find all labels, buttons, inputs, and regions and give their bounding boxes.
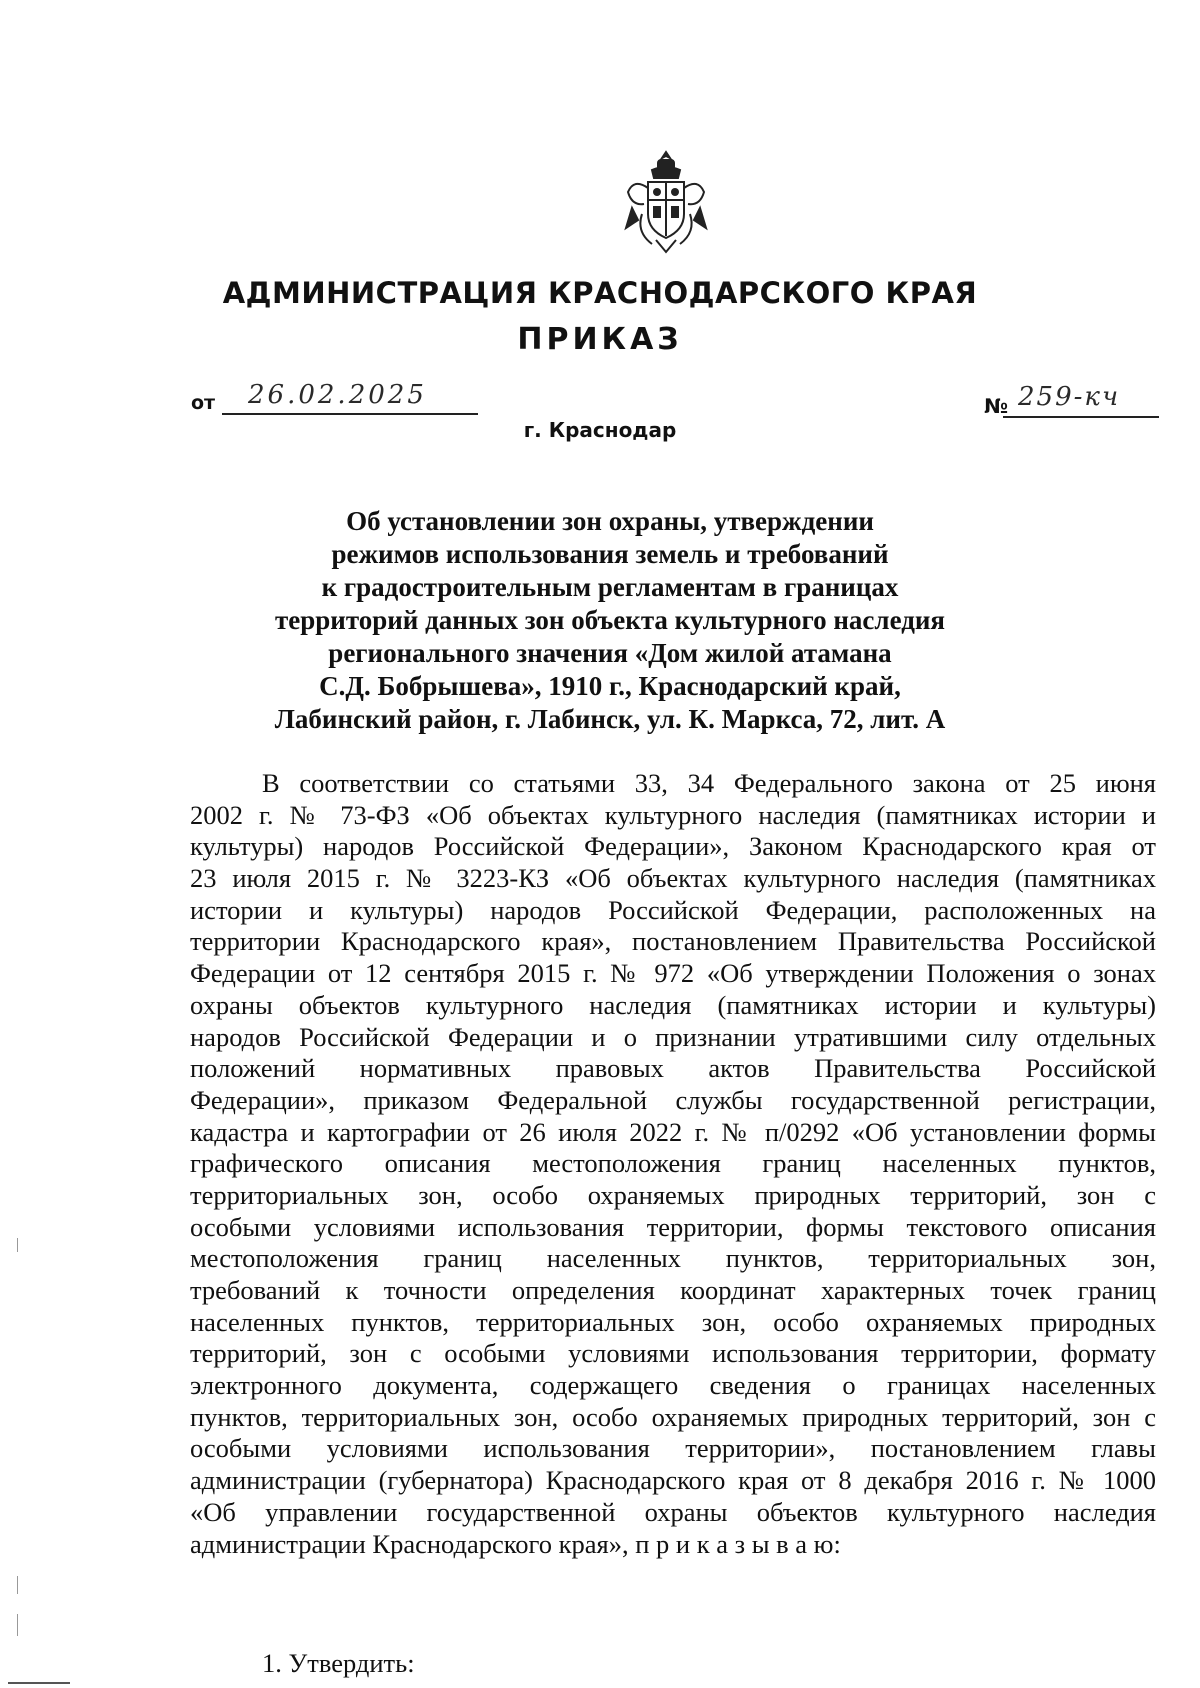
date-underline bbox=[222, 413, 478, 415]
body-line: требований к точности определения координат характерных точек границ bbox=[190, 1275, 1156, 1305]
body-line: кадастра и картографии от 26 июля 2022 г. № п/0292 «Об установлении формы bbox=[190, 1116, 1156, 1147]
scan-mark bbox=[17, 1238, 18, 1252]
title-line: Об установлении зон охраны, утверждении bbox=[346, 506, 874, 536]
scan-mark bbox=[17, 1614, 18, 1636]
handwritten-date: 26.02.2025 bbox=[248, 380, 427, 410]
title-line: режимов использования земель и требований bbox=[331, 539, 889, 569]
handwritten-number: 259-кч bbox=[1018, 382, 1121, 412]
body-line: В соответствии со статьями 33, 34 Федерального закона от 25 июня bbox=[262, 768, 1156, 798]
body-line: 23 июля 2015 г. № 3223-КЗ «Об объектах культурного наследия (памятниках bbox=[190, 863, 1156, 894]
body-line: истории и культуры) народов Российской Федерации, расположенных на bbox=[190, 894, 1156, 925]
body-line: администрации (губернатора) Краснодарского края от 8 декабря 2016 г. № 1000 bbox=[190, 1465, 1156, 1496]
body-line: электронного документа, содержащего сведения о границах населенных bbox=[190, 1370, 1156, 1401]
body-line: особыми условиями использования территории, формы текстового описания bbox=[190, 1211, 1156, 1242]
coat-of-arms-icon bbox=[622, 148, 710, 256]
number-label: № bbox=[984, 394, 1009, 418]
body-line: народов Российской Федерации и о признании утратившими силу отдельных bbox=[190, 1021, 1156, 1052]
scan-mark bbox=[17, 1576, 18, 1594]
title-line: С.Д. Бобрышева», 1910 г., Краснодарский край, bbox=[319, 671, 901, 701]
body-line: особыми условиями использования территории», постановлением главы bbox=[190, 1433, 1156, 1464]
body-line: графического описания местоположения границ населенных пунктов, bbox=[190, 1148, 1156, 1179]
scan-mark bbox=[8, 1682, 70, 1684]
body-line: культуры) народов Российской Федерации», Законом Краснодарского края от bbox=[190, 831, 1156, 862]
city: г. Краснодар bbox=[523, 418, 677, 442]
body-line: населенных пунктов, территориальных зон, особо охраняемых природных bbox=[190, 1306, 1156, 1337]
body-line: пунктов, территориальных зон, особо охраняемых природных территорий, зон с bbox=[190, 1401, 1156, 1432]
body-line: территориальных зон, особо охраняемых природных территорий, зон с bbox=[190, 1179, 1156, 1210]
body-line: 2002 г. № 73-ФЗ «Об объектах культурного наследия (памятниках истории и bbox=[190, 799, 1156, 830]
item-1: 1. Утвердить: bbox=[262, 1648, 415, 1678]
title-line: Лабинский район, г. Лабинск, ул. К. Маркса, 72, лит. А bbox=[274, 704, 946, 734]
title-line: к градостроительным регламентам в границах bbox=[321, 572, 899, 602]
title-line: регионального значения «Дом жилой атамана bbox=[328, 638, 892, 668]
preamble-paragraph bbox=[190, 768, 1156, 1560]
body-line: Федерации от 12 сентября 2015 г. № 972 «Об утверждении Положения о зонах bbox=[190, 958, 1156, 989]
body-line: территории Краснодарского края», постановлением Правительства Российской bbox=[190, 926, 1156, 957]
order-title bbox=[250, 505, 970, 736]
body-line: положений нормативных правовых актов Правительства Российской bbox=[190, 1053, 1156, 1084]
organization-name: АДМИНИСТРАЦИЯ КРАСНОДАРСКОГО КРАЯ bbox=[222, 276, 978, 310]
body-line: территорий, зон с особыми условиями использования территории, формату bbox=[190, 1338, 1156, 1369]
body-line: Федерации», приказом Федеральной службы государственной регистрации, bbox=[190, 1084, 1156, 1115]
body-line: охраны объектов культурного наследия (памятниках истории и культуры) bbox=[190, 989, 1156, 1020]
body-line: администрации Краснодарского края», п р и к а з ы в а ю: bbox=[190, 1528, 841, 1559]
date-label: от bbox=[191, 392, 216, 414]
body-line: «Об управлении государственной охраны объектов культурного наследия bbox=[190, 1496, 1156, 1527]
title-line: территорий данных зон объекта культурного наследия bbox=[274, 605, 946, 635]
document-type: ПРИКАЗ bbox=[517, 322, 683, 357]
body-line: местоположения границ населенных пунктов, территориальных зон, bbox=[190, 1243, 1156, 1274]
